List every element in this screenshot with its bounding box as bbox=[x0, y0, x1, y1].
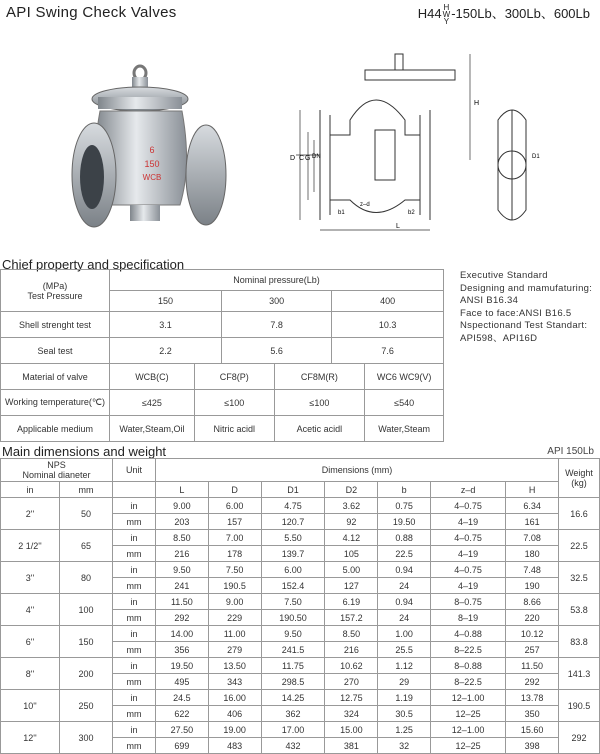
unit-mm-cell: mm bbox=[113, 674, 156, 690]
nps-mm-cell: 65 bbox=[60, 530, 113, 562]
unit-mm-cell: mm bbox=[113, 642, 156, 658]
unit-mm-cell: mm bbox=[113, 514, 156, 530]
label-H: H bbox=[474, 100, 480, 107]
nps-mm-cell: 80 bbox=[60, 562, 113, 594]
label-L: L bbox=[396, 223, 400, 230]
weight-unit: (kg) bbox=[571, 478, 587, 488]
dimensions-header: Dimensions (mm) bbox=[156, 459, 559, 482]
dim-mm-cell: 8–22.5 bbox=[430, 674, 505, 690]
nps-label: NPS bbox=[47, 460, 66, 470]
dims-row-in bbox=[1, 498, 600, 514]
dim-in-cell: 4.12 bbox=[325, 530, 378, 546]
dim-mm-cell: 161 bbox=[506, 514, 559, 530]
dim-in-cell: 0.94 bbox=[378, 562, 431, 578]
dim-in-cell: 0.75 bbox=[378, 498, 431, 514]
class-400: 400 bbox=[332, 291, 444, 312]
nps-mm-cell: 150 bbox=[60, 626, 113, 658]
dim-in-cell: 10.12 bbox=[506, 626, 559, 642]
unit-mm-cell: mm bbox=[113, 610, 156, 626]
dim-mm-cell: 25.5 bbox=[378, 642, 431, 658]
left-bore bbox=[80, 145, 104, 209]
nps-in-cell: 3'' bbox=[1, 562, 60, 594]
dim-in-cell: 16.00 bbox=[208, 690, 261, 706]
dim-in-cell: 8–0.88 bbox=[430, 658, 505, 674]
dim-in-cell: 8.50 bbox=[325, 626, 378, 642]
dim-mm-cell: 152.4 bbox=[261, 578, 325, 594]
end-view bbox=[498, 110, 526, 220]
temp-1: ≤100 bbox=[194, 390, 274, 416]
dim-in-cell: 1.00 bbox=[378, 626, 431, 642]
seal-label: Seal test bbox=[1, 338, 110, 364]
dim-in-cell: 9.00 bbox=[156, 498, 209, 514]
dim-mm-cell: 292 bbox=[506, 674, 559, 690]
dim-mm-cell: 120.7 bbox=[261, 514, 325, 530]
medium-2: Acetic acidl bbox=[274, 416, 365, 442]
unit-in-cell: in bbox=[113, 690, 156, 706]
nps-mm-cell: 50 bbox=[60, 498, 113, 530]
medium-0: Water,Steam,Oil bbox=[110, 416, 195, 442]
label-b1: b1 bbox=[338, 210, 345, 216]
spec-row-material bbox=[1, 364, 444, 390]
test-pressure-cell bbox=[1, 270, 110, 312]
nps-in-header: in bbox=[1, 482, 60, 498]
material-0: WCB(C) bbox=[110, 364, 195, 390]
dim-in-cell: 14.25 bbox=[261, 690, 325, 706]
dim-in-cell: 13.78 bbox=[506, 690, 559, 706]
api-class-tag: API 150Lb bbox=[547, 446, 594, 457]
col-D2: D2 bbox=[325, 482, 378, 498]
dims-row-in bbox=[1, 594, 600, 610]
dim-in-cell: 4–0.88 bbox=[430, 626, 505, 642]
dim-in-cell: 1.25 bbox=[378, 722, 431, 738]
unit-mm-cell: mm bbox=[113, 578, 156, 594]
temp-2: ≤100 bbox=[274, 390, 365, 416]
dim-mm-cell: 32 bbox=[378, 738, 431, 754]
nps-in-cell: 4'' bbox=[1, 594, 60, 626]
medium-1: Nitric acidl bbox=[194, 416, 274, 442]
spec-row-shell bbox=[1, 312, 444, 338]
dim-in-cell: 4–0.75 bbox=[430, 530, 505, 546]
weight-cell: 53.8 bbox=[559, 594, 600, 626]
dim-mm-cell: 22.5 bbox=[378, 546, 431, 562]
dim-mm-cell: 24 bbox=[378, 578, 431, 594]
shell-150: 3.1 bbox=[110, 312, 222, 338]
dim-in-cell: 7.50 bbox=[208, 562, 261, 578]
dim-mm-cell: 241.5 bbox=[261, 642, 325, 658]
dim-mm-cell: 257 bbox=[506, 642, 559, 658]
unit-header: Unit bbox=[113, 459, 156, 482]
unit-in-cell: in bbox=[113, 562, 156, 578]
label-G: G bbox=[305, 155, 311, 162]
dim-mm-cell: 432 bbox=[261, 738, 325, 754]
model-code bbox=[418, 3, 590, 25]
dims-row-in bbox=[1, 530, 600, 546]
dim-mm-cell: 622 bbox=[156, 706, 209, 722]
shell-label: Shell strenght test bbox=[1, 312, 110, 338]
dims-row-in bbox=[1, 690, 600, 706]
nps-mm-cell: 200 bbox=[60, 658, 113, 690]
section-drawing bbox=[280, 40, 595, 240]
std-line: Executive Standard bbox=[460, 270, 548, 281]
dim-in-cell: 13.50 bbox=[208, 658, 261, 674]
dim-mm-cell: 139.7 bbox=[261, 546, 325, 562]
dim-mm-cell: 105 bbox=[325, 546, 378, 562]
dim-in-cell: 9.50 bbox=[261, 626, 325, 642]
dim-mm-cell: 29 bbox=[378, 674, 431, 690]
dim-in-cell: 17.00 bbox=[261, 722, 325, 738]
dim-in-cell: 1.19 bbox=[378, 690, 431, 706]
dim-mm-cell: 495 bbox=[156, 674, 209, 690]
label-b2: b2 bbox=[408, 210, 415, 216]
medium-3: Water,Steam bbox=[365, 416, 444, 442]
unit-mm-cell: mm bbox=[113, 546, 156, 562]
dim-mm-cell: 30.5 bbox=[378, 706, 431, 722]
unit-filler bbox=[113, 482, 156, 498]
dim-in-cell: 11.50 bbox=[156, 594, 209, 610]
nps-in-cell: 2'' bbox=[1, 498, 60, 530]
dim-in-cell: 15.60 bbox=[506, 722, 559, 738]
dim-lines-left bbox=[296, 110, 320, 220]
col-D: D bbox=[208, 482, 261, 498]
col-H: H bbox=[506, 482, 559, 498]
nps-header bbox=[1, 459, 113, 482]
dim-in-cell: 5.50 bbox=[261, 530, 325, 546]
col-b: b bbox=[378, 482, 431, 498]
weight-cell: 190.5 bbox=[559, 690, 600, 722]
dim-mm-cell: 8–22.5 bbox=[430, 642, 505, 658]
valve-foot bbox=[130, 205, 160, 221]
dim-in-cell: 11.50 bbox=[506, 658, 559, 674]
dim-mm-cell: 19.50 bbox=[378, 514, 431, 530]
dim-mm-cell: 350 bbox=[506, 706, 559, 722]
dim-in-cell: 12–1.00 bbox=[430, 690, 505, 706]
label-DN: DN bbox=[312, 154, 321, 160]
nps-in-cell: 2 1/2'' bbox=[1, 530, 60, 562]
dim-mm-cell: 216 bbox=[156, 546, 209, 562]
dim-mm-cell: 12–25 bbox=[430, 706, 505, 722]
dim-mm-cell: 483 bbox=[208, 738, 261, 754]
std-line: Face to face:ANSI B16.5 bbox=[460, 307, 572, 319]
dims-row-in bbox=[1, 562, 600, 578]
std-line: Nspectionand Test Standart: bbox=[460, 320, 588, 331]
dim-in-cell: 7.50 bbox=[261, 594, 325, 610]
std-line: API598、API16D bbox=[460, 332, 538, 344]
model-prefix: H44 bbox=[417, 6, 442, 21]
dimensions-table bbox=[0, 458, 600, 754]
weight-label: Weight bbox=[565, 468, 593, 478]
class-150: 150 bbox=[110, 291, 222, 312]
weight-cell: 32.5 bbox=[559, 562, 600, 594]
col-D1: D1 bbox=[261, 482, 325, 498]
nps-in-cell: 10'' bbox=[1, 690, 60, 722]
dim-in-cell: 8–0.75 bbox=[430, 594, 505, 610]
dim-in-cell: 0.88 bbox=[378, 530, 431, 546]
model-suffix: -150Lb、300Lb、600Lb bbox=[451, 6, 590, 21]
dim-in-cell: 19.00 bbox=[208, 722, 261, 738]
weight-cell: 22.5 bbox=[559, 530, 600, 562]
dim-in-cell: 24.5 bbox=[156, 690, 209, 706]
dim-mm-cell: 241 bbox=[156, 578, 209, 594]
dim-in-cell: 4–0.75 bbox=[430, 498, 505, 514]
material-2: CF8M(R) bbox=[274, 364, 365, 390]
weight-cell: 16.6 bbox=[559, 498, 600, 530]
std-line: ANSI B16.34 bbox=[460, 295, 519, 306]
dim-mm-cell: 4–19 bbox=[430, 514, 505, 530]
unit-in-cell: in bbox=[113, 530, 156, 546]
dim-mm-cell: 12–25 bbox=[430, 738, 505, 754]
valve-photo bbox=[60, 55, 250, 240]
dim-mm-cell: 157 bbox=[208, 514, 261, 530]
spec-row-temp bbox=[1, 390, 444, 416]
dim-mm-cell: 157.2 bbox=[325, 610, 378, 626]
std-line: Designing and mamufaturing: bbox=[460, 282, 593, 294]
temp-0: ≤425 bbox=[110, 390, 195, 416]
dim-mm-cell: 229 bbox=[208, 610, 261, 626]
label-D: D bbox=[290, 155, 296, 162]
nps-in-cell: 8'' bbox=[1, 658, 60, 690]
dim-mm-cell: 127 bbox=[325, 578, 378, 594]
dim-mm-cell: 216 bbox=[325, 642, 378, 658]
dim-in-cell: 11.75 bbox=[261, 658, 325, 674]
dim-in-cell: 27.50 bbox=[156, 722, 209, 738]
dim-mm-cell: 270 bbox=[325, 674, 378, 690]
dim-mm-cell: 178 bbox=[208, 546, 261, 562]
dim-in-cell: 4–0.75 bbox=[430, 562, 505, 578]
unit-in-cell: in bbox=[113, 658, 156, 674]
dim-mm-cell: 298.5 bbox=[261, 674, 325, 690]
dim-mm-cell: 699 bbox=[156, 738, 209, 754]
model-top: H bbox=[443, 3, 450, 13]
mark-line2: 150 bbox=[144, 159, 160, 169]
dim-mm-cell: 220 bbox=[506, 610, 559, 626]
label-D1: D1 bbox=[532, 154, 540, 160]
dim-in-cell: 3.62 bbox=[325, 498, 378, 514]
dims-row-in bbox=[1, 658, 600, 674]
unit-mm-cell: mm bbox=[113, 706, 156, 722]
dim-mm-cell: 92 bbox=[325, 514, 378, 530]
page-title: API Swing Check Valves bbox=[6, 4, 177, 21]
dim-mm-cell: 8–19 bbox=[430, 610, 505, 626]
dim-in-cell: 7.00 bbox=[208, 530, 261, 546]
model-mid: W bbox=[442, 10, 451, 20]
mark-line1: 6 bbox=[149, 145, 155, 155]
dim-mm-cell: 398 bbox=[506, 738, 559, 754]
dim-in-cell: 7.48 bbox=[506, 562, 559, 578]
dim-in-cell: 19.50 bbox=[156, 658, 209, 674]
nps-in-cell: 6'' bbox=[1, 626, 60, 658]
weight-cell: 292 bbox=[559, 722, 600, 754]
dim-in-cell: 7.08 bbox=[506, 530, 559, 546]
spec-row-medium bbox=[1, 416, 444, 442]
dim-in-cell: 6.00 bbox=[261, 562, 325, 578]
model-hwv bbox=[443, 4, 451, 25]
nominal-pressure-label: Nominal pressure(Lb) bbox=[110, 270, 444, 291]
nps-mm-header: mm bbox=[60, 482, 113, 498]
dim-in-cell: 9.00 bbox=[208, 594, 261, 610]
dim-in-cell: 6.19 bbox=[325, 594, 378, 610]
dim-mm-cell: 279 bbox=[208, 642, 261, 658]
dim-mm-cell: 180 bbox=[506, 546, 559, 562]
material-3: WC6 WC9(V) bbox=[365, 364, 444, 390]
label-C: C bbox=[299, 155, 305, 162]
section-heading-dims: Main dimensions and weight bbox=[2, 444, 167, 459]
mpa-label: (MPa) bbox=[42, 280, 68, 291]
dim-mm-cell: 190.50 bbox=[261, 610, 325, 626]
dim-in-cell: 8.66 bbox=[506, 594, 559, 610]
nps-mm-cell: 100 bbox=[60, 594, 113, 626]
nps-mm-cell: 250 bbox=[60, 690, 113, 722]
test-pressure-label: Test Pressure bbox=[27, 290, 83, 301]
dims-body bbox=[1, 498, 600, 754]
seal-150: 2.2 bbox=[110, 338, 222, 364]
dim-in-cell: 8.50 bbox=[156, 530, 209, 546]
dim-mm-cell: 190.5 bbox=[208, 578, 261, 594]
col-zd: z–d bbox=[430, 482, 505, 498]
dim-in-cell: 14.00 bbox=[156, 626, 209, 642]
shell-400: 10.3 bbox=[332, 312, 444, 338]
weight-cell: 83.8 bbox=[559, 626, 600, 658]
label-zd: z–d bbox=[360, 202, 370, 208]
weight-header bbox=[559, 459, 600, 498]
standards-block bbox=[460, 270, 592, 345]
unit-in-cell: in bbox=[113, 498, 156, 514]
dim-in-cell: 5.00 bbox=[325, 562, 378, 578]
dim-mm-cell: 4–19 bbox=[430, 578, 505, 594]
mark-line3: WCB bbox=[142, 173, 162, 182]
class-300: 300 bbox=[221, 291, 331, 312]
medium-label: Applicable medium bbox=[1, 416, 110, 442]
dim-mm-cell: 292 bbox=[156, 610, 209, 626]
seal-300: 5.6 bbox=[221, 338, 331, 364]
disc bbox=[375, 130, 395, 180]
temp-label: Working temperature(℃) bbox=[1, 390, 110, 416]
dim-mm-cell: 24 bbox=[378, 610, 431, 626]
dim-mm-cell: 4–19 bbox=[430, 546, 505, 562]
dim-mm-cell: 324 bbox=[325, 706, 378, 722]
dim-in-cell: 11.00 bbox=[208, 626, 261, 642]
section-heading-spec: Chief property and specification bbox=[2, 257, 185, 272]
unit-in-cell: in bbox=[113, 594, 156, 610]
unit-in-cell: in bbox=[113, 626, 156, 642]
dim-mm-cell: 356 bbox=[156, 642, 209, 658]
dim-in-cell: 1.12 bbox=[378, 658, 431, 674]
dim-mm-cell: 203 bbox=[156, 514, 209, 530]
material-label: Material of valve bbox=[1, 364, 110, 390]
cover bbox=[365, 70, 455, 80]
nps-mm-cell: 300 bbox=[60, 722, 113, 754]
spec-row-seal bbox=[1, 338, 444, 364]
dims-row-in bbox=[1, 722, 600, 738]
weight-cell: 141.3 bbox=[559, 658, 600, 690]
material-1: CF8(P) bbox=[194, 364, 274, 390]
dim-mm-cell: 381 bbox=[325, 738, 378, 754]
temp-3: ≤540 bbox=[365, 390, 444, 416]
dim-in-cell: 12–1.00 bbox=[430, 722, 505, 738]
seal-400: 7.6 bbox=[332, 338, 444, 364]
dims-header1 bbox=[1, 459, 600, 482]
dim-in-cell: 4.75 bbox=[261, 498, 325, 514]
dim-mm-cell: 343 bbox=[208, 674, 261, 690]
nominal-diameter-label: Nominal dianeter bbox=[22, 470, 91, 480]
unit-mm-cell: mm bbox=[113, 738, 156, 754]
dim-mm-cell: 362 bbox=[261, 706, 325, 722]
dim-in-cell: 0.94 bbox=[378, 594, 431, 610]
unit-in-cell: in bbox=[113, 722, 156, 738]
dim-mm-cell: 190 bbox=[506, 578, 559, 594]
stud bbox=[395, 54, 403, 70]
model-bottom: Y bbox=[443, 17, 450, 27]
spec-table bbox=[0, 269, 444, 442]
dim-in-cell: 6.00 bbox=[208, 498, 261, 514]
nps-in-cell: 12'' bbox=[1, 722, 60, 754]
dims-row-in bbox=[1, 626, 600, 642]
dim-mm-cell: 406 bbox=[208, 706, 261, 722]
right-flange bbox=[186, 125, 226, 225]
dim-in-cell: 12.75 bbox=[325, 690, 378, 706]
dim-in-cell: 9.50 bbox=[156, 562, 209, 578]
col-L: L bbox=[156, 482, 209, 498]
dim-in-cell: 6.34 bbox=[506, 498, 559, 514]
cover-rim bbox=[98, 97, 182, 109]
dim-in-cell: 15.00 bbox=[325, 722, 378, 738]
spec-row-header1 bbox=[1, 270, 444, 291]
dim-in-cell: 10.62 bbox=[325, 658, 378, 674]
shell-300: 7.8 bbox=[221, 312, 331, 338]
